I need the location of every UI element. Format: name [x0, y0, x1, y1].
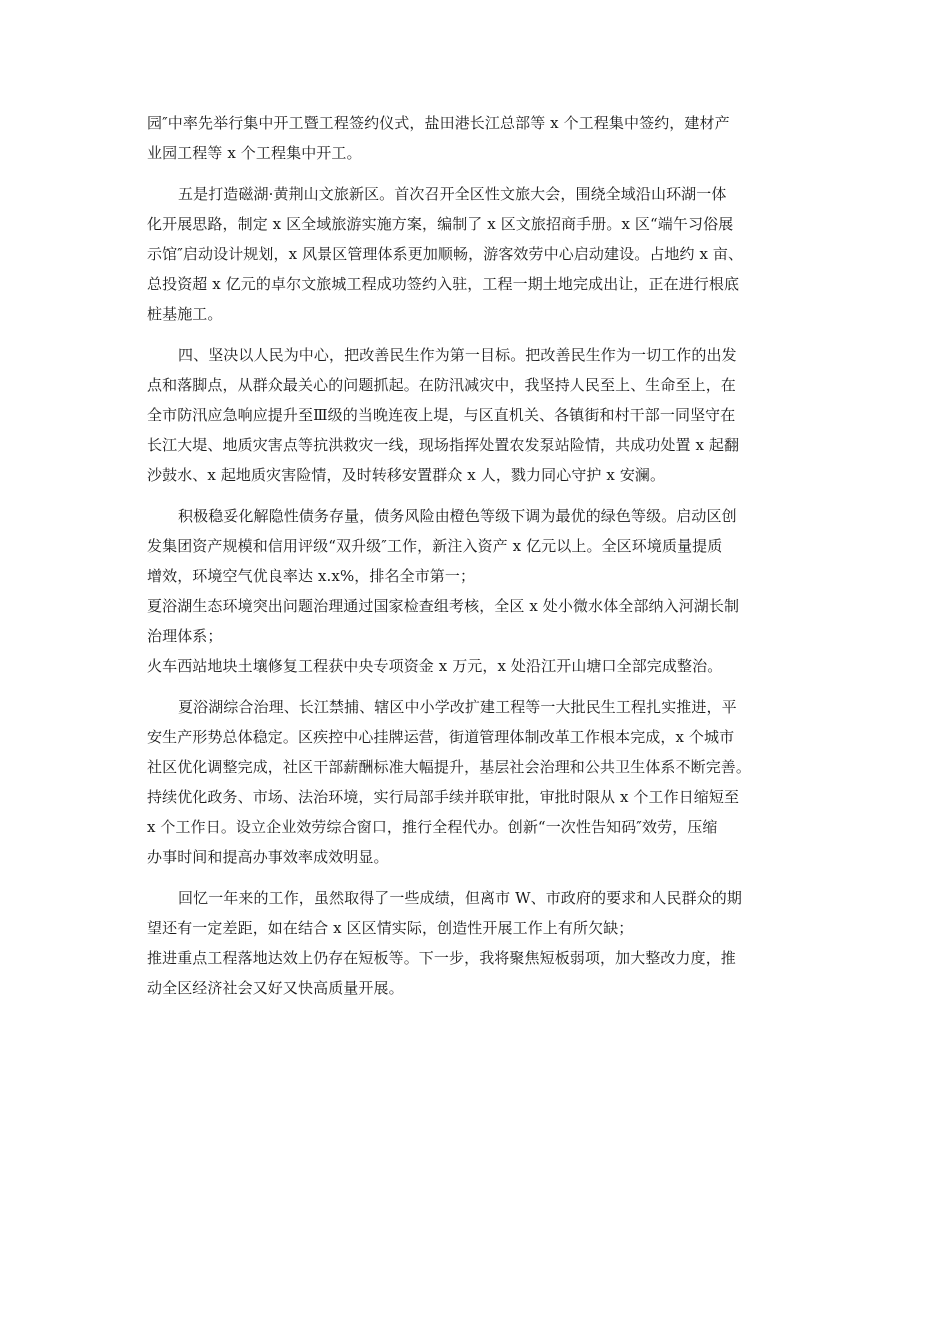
text-line: 社区优化调整完成，社区干部薪酬标准大幅提升，基层社会治理和公共卫生体系不断完善。 [147, 758, 752, 776]
text-line: 动全区经济社会又好又快高质量开展。 [147, 979, 404, 997]
paragraph-4 [147, 501, 807, 681]
text-line: 回忆一年来的工作，虽然取得了一些成绩，但离市 W、市政府的要求和人民群众的期 [178, 889, 742, 907]
text-line: 沙鼓水、x 起地质灾害险情，及时转移安置群众 x 人，戮力同心守护 x 安澜。 [147, 466, 666, 484]
text-line: 夏浴湖生态环境突出问题治理通过国家检查组考核，全区 x 处小微水体全部纳入河湖长制 [147, 597, 740, 615]
text-line: 望还有一定差距，如在结合 x 区区情实际，创造性开展工作上有所欠缺； [147, 919, 634, 937]
text-line: 安生产形势总体稳定。区疾控中心挂牌运营，街道管理体制改革工作根本完成，x 个城市 [147, 728, 735, 746]
text-line: 示馆″启动设计规划，x 风景区管理体系更加顺畅，游客效劳中心启动建设。占地约 x 亩、 [147, 245, 744, 263]
text-line: 桩基施工。 [147, 305, 223, 323]
text-line: 总投资超 x 亿元的卓尔文旅城工程成功签约入驻，工程一期土地完成出让，正在进行根底 [147, 275, 740, 293]
text-line: 增效，环境空气优良率达 x.x%，排名全市第一； [147, 567, 476, 585]
text-line: 化开展思路，制定 x 区全域旅游实施方案，编制了 x 区文旅招商手册。x 区“端午习俗展 [147, 215, 734, 233]
text-line: 持续优化政务、市场、法治环境，实行局部手续并联审批，审批时限从 x 个工作日缩短至 [147, 788, 740, 806]
text-line: 点和落脚点，从群众最关心的问题抓起。在防汛减灾中，我坚持人民至上、生命至上，在 [147, 376, 736, 394]
paragraph-5 [147, 692, 807, 872]
text-line: 全市防汛应急响应提升至Ⅲ级的当晚连夜上堤，与区直机关、各镇街和村干部一同坚守在 [147, 406, 736, 424]
text-line: 治理体系； [147, 627, 223, 645]
text-line: 园″中率先举行集中开工暨工程签约仪式，盐田港长江总部等 x 个工程集中签约，建材产 [147, 114, 730, 132]
paragraph-3 [147, 340, 807, 490]
text-line: 业园工程等 x 个工程集中开工。 [147, 144, 362, 162]
text-line: 推进重点工程落地达效上仍存在短板等。下一步，我将聚焦短板弱项，加大整改力度，推 [147, 949, 736, 967]
paragraph-2 [147, 179, 807, 329]
text-line: 四、坚决以人民为中心，把改善民生作为第一目标。把改善民生作为一切工作的出发 [178, 346, 737, 364]
text-line: 夏浴湖综合治理、长江禁捕、辖区中小学改扩建工程等一大批民生工程扎实推进，平 [178, 698, 737, 716]
paragraph-1 [147, 108, 807, 168]
text-line: 发集团资产规模和信用评级“双升级″工作，新注入资产 x 亿元以上。全区环境质量提质 [147, 537, 723, 555]
paragraph-6 [147, 883, 807, 1003]
text-line: 长江大堤、地质灾害点等抗洪救灾一线，现场指挥处置农发泵站险情，共成功处置 x 起翻 [147, 436, 740, 454]
text-line: 火车西站地块土壤修复工程获中央专项资金 x 万元，x 处沿江开山塘口全部完成整治。 [147, 657, 723, 675]
text-line: 积极稳妥化解隐性债务存量，债务风险由橙色等级下调为最优的绿色等级。启动区创 [178, 507, 737, 525]
document-body [147, 108, 807, 1014]
text-line: x 个工作日。设立企业效劳综合窗口，推行全程代办。创新“一次性告知码″效劳，压缩 [147, 818, 718, 836]
text-line: 办事时间和提高办事效率成效明显。 [147, 848, 389, 866]
text-line: 五是打造磁湖·黄荆山文旅新区。首次召开全区性文旅大会，围绕全域沿山环湖一体 [178, 185, 727, 203]
